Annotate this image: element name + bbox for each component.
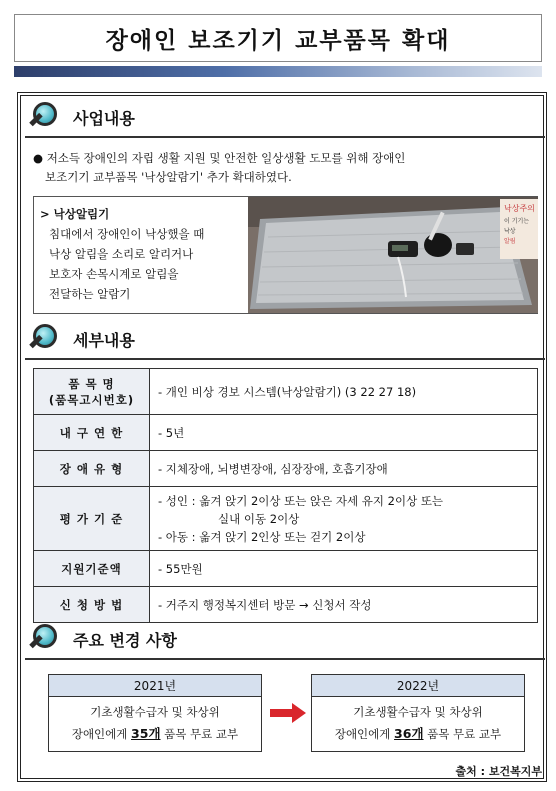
row-label-text: 품 목 명 — [68, 376, 115, 391]
section-heading: 세부내용 — [73, 330, 135, 350]
after-box — [311, 674, 525, 752]
section-heading: 주요 변경 사항 — [73, 630, 177, 650]
device-title: > 낙상알림기 — [40, 207, 110, 221]
eval-adult: - 성인 : 옮겨 앉기 2이상 또는 앉은 자세 유지 2이상 또는 — [158, 493, 444, 508]
before-year: 2021년 — [49, 675, 261, 697]
magnifier-icon — [31, 101, 63, 133]
photo-sign-line: 이 기기는 — [504, 218, 530, 225]
table-row — [34, 487, 538, 551]
title-gradient-bar — [14, 66, 542, 77]
after-line2 — [312, 723, 524, 745]
table-row — [34, 451, 538, 487]
detail-table — [33, 368, 538, 623]
before-line2-post: 품목 무료 교부 — [160, 727, 239, 741]
row-label: 지원기준액 — [34, 551, 150, 587]
row-value: - 개인 비상 경보 시스템(낙상알람기) (3 22 27 18) — [150, 369, 538, 415]
source-note: 출처 : 보건복지부 — [455, 765, 542, 778]
device-body-line: 전달하는 알람기 — [49, 287, 131, 301]
after-year: 2022년 — [312, 675, 524, 697]
row-value — [150, 487, 538, 551]
after-line2-post: 품목 무료 교부 — [423, 727, 502, 741]
magnifier-icon — [31, 323, 63, 355]
before-body — [49, 697, 261, 745]
device-body-line: 낙상 알림을 소리로 알리거나 — [49, 247, 194, 261]
row-label: 내 구 연 한 — [34, 415, 150, 451]
row-value: - 5년 — [150, 415, 538, 451]
table-row — [34, 551, 538, 587]
before-line2 — [49, 723, 261, 745]
device-body-line: 침대에서 장애인이 낙상했을 때 — [49, 227, 205, 241]
row-value: - 거주지 행정복지센터 방문 → 신청서 작성 — [150, 587, 538, 623]
title-box — [14, 14, 542, 62]
row-label: 장 애 유 형 — [34, 451, 150, 487]
table-row — [34, 587, 538, 623]
before-line2-pre: 장애인에게 — [71, 727, 132, 741]
device-box — [33, 196, 538, 314]
description-line2: 보조기기 교부품목 '낙상알람기' 추가 확대하였다. — [45, 170, 292, 184]
eval-adult-cont: 실내 이동 2이상 — [218, 511, 300, 526]
row-value: - 지체장애, 뇌병변장애, 심장장애, 호흡기장애 — [150, 451, 538, 487]
device-body-line: 보호자 손목시계로 알림을 — [49, 267, 179, 281]
before-line1: 기초생활수급자 및 차상위 — [90, 705, 220, 719]
table-row — [34, 369, 538, 415]
row-label-sub: (품목고시번호) — [48, 392, 135, 407]
table-row — [34, 415, 538, 451]
section-header-business — [25, 98, 545, 138]
after-line2-pre: 장애인에게 — [334, 727, 395, 741]
after-line1: 기초생활수급자 및 차상위 — [353, 705, 483, 719]
photo-sign-line: 낙상주의 — [504, 204, 535, 213]
description-line1: 저소득 장애인의 자립 생활 지원 및 안전한 일상생활 도모를 위해 장애인 — [46, 151, 406, 165]
fall-alarm-photo-art — [248, 197, 538, 313]
before-box — [48, 674, 262, 752]
row-label: 평 가 기 준 — [34, 487, 150, 551]
fall-alarm-photo — [248, 197, 538, 313]
after-body — [312, 697, 524, 745]
section-header-changes — [25, 620, 545, 660]
row-label: 신 청 방 법 — [34, 587, 150, 623]
page-title: 장애인 보조기기 교부품목 확대 — [105, 27, 451, 54]
before-count: 35개 — [131, 726, 161, 741]
business-description — [33, 149, 533, 187]
after-count: 36개 — [394, 726, 424, 741]
device-text — [34, 197, 246, 313]
right-arrow-icon — [270, 703, 306, 723]
magnifier-icon — [31, 623, 63, 655]
photo-sign-line: 낙상 — [504, 228, 516, 235]
eval-child: - 아동 : 옮겨 앉기 2인상 또는 걷기 2이상 — [158, 529, 366, 544]
section-header-detail — [25, 320, 545, 360]
photo-sign-line: 알림 — [504, 238, 516, 245]
row-label — [34, 369, 150, 415]
bullet-icon: ● — [33, 151, 44, 165]
row-value: - 55만원 — [150, 551, 538, 587]
section-heading: 사업내용 — [73, 108, 135, 128]
